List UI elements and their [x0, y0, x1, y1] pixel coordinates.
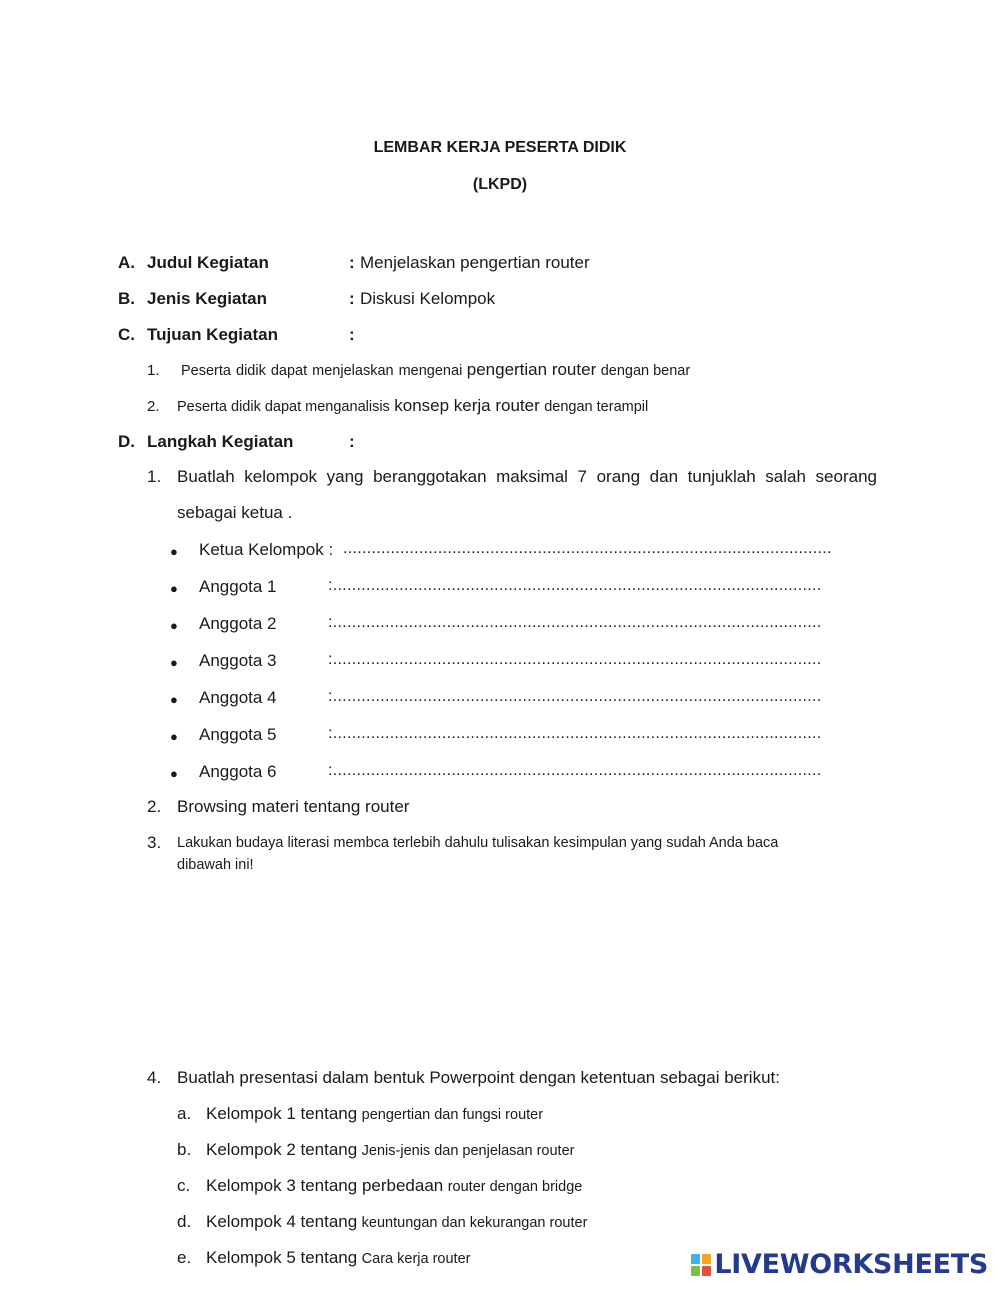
- section-colon: :: [349, 253, 355, 272]
- tujuan-highlight: pengertian router: [466, 360, 597, 379]
- section-letter: A.: [118, 253, 135, 272]
- item-letter: b.: [177, 1140, 192, 1159]
- step-number: 2.: [147, 797, 162, 816]
- logo-text: LIVEWORKSHEETS: [714, 1249, 988, 1280]
- tujuan-pre: Peserta didik dapat menganalisis: [177, 399, 390, 415]
- section-colon: :: [349, 289, 355, 308]
- member-fill-line[interactable]: .......................................................................................................: [343, 540, 832, 557]
- item-group: Kelompok 1 tentang: [206, 1104, 358, 1123]
- member-fill-line[interactable]: :.......................................................................................................: [328, 577, 822, 594]
- bullet-icon: ●: [170, 544, 178, 559]
- page-title: LEMBAR KERJA PESERTA DIDIK: [373, 139, 627, 156]
- item-topic: router dengan bridge: [447, 1179, 583, 1195]
- item-topic: Jenis-jenis dan penjelasan router: [361, 1143, 575, 1159]
- logo-block: [702, 1266, 711, 1276]
- member-label: Anggota 3: [199, 651, 277, 670]
- item-text: [206, 1248, 470, 1268]
- logo-block: [702, 1254, 711, 1264]
- bullet-icon: ●: [170, 655, 178, 670]
- tujuan-post: dengan benar: [600, 363, 691, 379]
- item-letter: d.: [177, 1212, 192, 1231]
- tujuan-highlight: konsep kerja router: [394, 396, 540, 415]
- item-text: [206, 1176, 582, 1196]
- step-text-line2: sebagai ketua .: [177, 503, 293, 522]
- logo-block: [691, 1254, 700, 1264]
- member-fill-line[interactable]: :.......................................................................................................: [328, 762, 822, 779]
- step-number: 3.: [147, 833, 162, 852]
- item-group: Kelompok 5 tentang: [206, 1248, 358, 1267]
- section-label: Tujuan Kegiatan: [147, 325, 278, 344]
- step-text-line1: Lakukan budaya literasi membca terlebih dahulu tulisakan kesimpulan yang sudah Anda baca: [177, 835, 779, 851]
- step-text-line1: Buatlah kelompok yang beranggotakan maksimal 7 orang dan tunjuklah salah seorang: [177, 467, 877, 486]
- member-label: Ketua Kelompok :: [199, 540, 334, 559]
- section-label: Langkah Kegiatan: [147, 432, 294, 451]
- logo-blocks-icon: [691, 1254, 711, 1276]
- tujuan-text: [181, 360, 690, 380]
- section-value: Diskusi Kelompok: [360, 289, 496, 308]
- item-group: Kelompok 4 tentang: [206, 1212, 358, 1231]
- item-topic: pengertian dan fungsi router: [361, 1107, 544, 1123]
- member-fill-line[interactable]: :.......................................................................................................: [328, 725, 822, 742]
- liveworksheets-logo[interactable]: [691, 1249, 988, 1280]
- logo-block: [691, 1266, 700, 1276]
- bullet-icon: ●: [170, 729, 178, 744]
- item-letter: e.: [177, 1248, 192, 1267]
- bullet-icon: ●: [170, 581, 178, 596]
- item-topic: keuntungan dan kekurangan router: [361, 1215, 588, 1231]
- answer-area[interactable]: [177, 885, 857, 1055]
- step-text-line2: dibawah ini!: [177, 857, 254, 873]
- member-fill-line[interactable]: :.......................................................................................................: [328, 651, 822, 668]
- section-label: Judul Kegiatan: [147, 253, 269, 272]
- step-text: Buatlah presentasi dalam bentuk Powerpoint dengan ketentuan sebagai berikut:: [177, 1068, 780, 1087]
- member-label: Anggota 4: [199, 688, 277, 707]
- member-label: Anggota 2: [199, 614, 277, 633]
- section-letter: C.: [118, 325, 135, 344]
- section-label: Jenis Kegiatan: [147, 289, 267, 308]
- member-fill-line[interactable]: :.......................................................................................................: [328, 688, 822, 705]
- section-value: Menjelaskan pengertian router: [360, 253, 590, 272]
- item-letter: a.: [177, 1104, 192, 1123]
- item-text: [206, 1104, 543, 1124]
- section-letter: D.: [118, 432, 135, 451]
- list-number: 1.: [147, 362, 160, 379]
- bullet-icon: ●: [170, 766, 178, 781]
- item-letter: c.: [177, 1176, 191, 1195]
- item-group: Kelompok 3 tentang perbedaan: [206, 1176, 444, 1195]
- item-text: [206, 1140, 574, 1160]
- member-label: Anggota 5: [199, 725, 277, 744]
- bullet-icon: ●: [170, 618, 178, 633]
- member-fill-line[interactable]: :.......................................................................................................: [328, 614, 822, 631]
- section-colon: :: [349, 432, 355, 451]
- step-number: 1.: [147, 467, 162, 486]
- item-text: [206, 1212, 587, 1232]
- item-group: Kelompok 2 tentang: [206, 1140, 358, 1159]
- bullet-icon: ●: [170, 692, 178, 707]
- tujuan-pre: Peserta didik dapat menjelaskan mengenai: [181, 363, 463, 379]
- list-number: 2.: [147, 398, 160, 415]
- step-text: Browsing materi tentang router: [177, 797, 410, 816]
- tujuan-text: [177, 396, 648, 416]
- step-number: 4.: [147, 1068, 162, 1087]
- member-label: Anggota 6: [199, 762, 277, 781]
- member-label: Anggota 1: [199, 577, 277, 596]
- page-subtitle: (LKPD): [472, 176, 528, 193]
- tujuan-post: dengan terampil: [544, 399, 649, 415]
- item-topic: Cara kerja router: [361, 1251, 471, 1267]
- section-colon: :: [349, 325, 355, 344]
- section-letter: B.: [118, 289, 135, 308]
